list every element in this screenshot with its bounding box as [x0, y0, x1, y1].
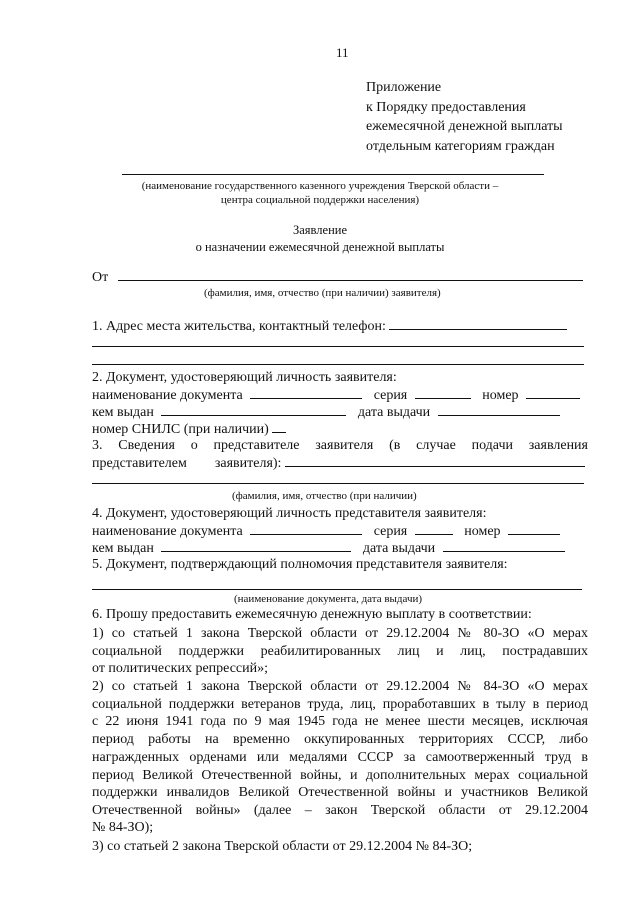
appendix-heading — [366, 78, 563, 156]
application-title-line-2: о назначении ежемесячной денежной выплаты — [195, 240, 445, 254]
from-label: От — [92, 270, 109, 285]
item4-issue-date-field[interactable] — [443, 539, 565, 552]
clause2-line-8: Отечественной войны» (далее – закон Тверской области от 29.12.2004 — [92, 803, 588, 818]
appendix-line-2: к Порядку предоставления — [366, 99, 526, 115]
item2-series-label: серия — [373, 388, 408, 403]
item1-address-row — [92, 317, 587, 335]
institution-name-field[interactable] — [122, 174, 544, 175]
item2-doc-row — [92, 386, 587, 404]
appendix-line-4: отдельным категориям граждан — [366, 138, 555, 154]
item2-doc-name-field[interactable] — [250, 386, 362, 399]
clause1-line-3: от политических репрессий»; — [92, 661, 269, 676]
representative-line-2[interactable] — [92, 483, 584, 484]
applicant-name-field[interactable] — [118, 268, 583, 281]
item3-line-2: представителем заявителя): — [92, 456, 282, 471]
item4-series-field[interactable] — [415, 522, 453, 535]
item4-number-label: номер — [464, 524, 501, 539]
item4-series-label: серия — [373, 524, 408, 539]
appendix-line-3: ежемесячной денежной выплаты — [366, 119, 563, 134]
item2-series-field[interactable] — [415, 386, 471, 399]
item1-label: 1. Адрес места жительства, контактный телефон: — [92, 319, 386, 334]
item4-number-field[interactable] — [508, 522, 560, 535]
page-number: 11 — [336, 45, 349, 60]
address-line-2[interactable] — [92, 346, 584, 347]
item2-snils-row — [92, 420, 587, 438]
clause2-line-4: период работы на временно оккупированных территориях СССР, либо — [92, 732, 588, 747]
clause2-line-1: 2) со статьей 1 закона Тверской области от 29.12.2004 № 84-ЗО «О мерах — [92, 679, 588, 694]
clause2-line-7: поддержки инвалидов Великой Отечественной войны и участников Великой — [92, 785, 588, 800]
institution-caption-line-1: (наименование государственного казенного учреждения Тверской области – — [141, 180, 499, 192]
item2-issued-by-field[interactable] — [161, 403, 346, 416]
representative-caption: (фамилия, имя, отчество (при наличии) — [232, 490, 417, 502]
item2-snils-label: номер СНИЛС (при наличии) — [92, 422, 269, 437]
application-title — [0, 222, 640, 256]
address-line-3[interactable] — [92, 364, 584, 365]
clause1-line-2: социальной поддержки реабилитированных лиц и лиц, пострадавших — [92, 644, 588, 659]
item4-issued-by-field[interactable] — [161, 539, 351, 552]
address-phone-field[interactable] — [389, 317, 567, 330]
clause2-line-5: награжденных орденами или медалями СССР за самоотверженный труд в — [92, 750, 588, 765]
item2-issued-row — [92, 403, 587, 421]
item2-issued-by-label: кем выдан — [92, 405, 154, 420]
item2-doc-name-label: наименование документа — [92, 388, 243, 403]
item4-doc-row — [92, 522, 587, 540]
clause2-line-6: период Великой Отечественной войны, и дополнительных мерах социальной — [92, 768, 588, 783]
item2-number-label: номер — [482, 388, 519, 403]
item2-snils-field[interactable] — [272, 420, 286, 433]
clause3-line-1: 3) со статьей 2 закона Тверской области от 29.12.2004 № 84-ЗО; — [92, 839, 473, 854]
item2-issue-date-field[interactable] — [438, 403, 560, 416]
application-title-line-1: Заявление — [292, 223, 347, 237]
item6-heading: 6. Прошу предоставить ежемесячную денежную выплату в соответствии: — [92, 607, 532, 622]
item4-issued-by-label: кем выдан — [92, 541, 154, 556]
item3-line-2-row — [92, 454, 587, 472]
item5-heading: 5. Документ, подтверждающий полномочия представителя заявителя: — [92, 557, 508, 572]
applicant-name-caption: (фамилия, имя, отчество (при наличии) заявителя) — [204, 287, 441, 299]
item2-number-field[interactable] — [526, 386, 580, 399]
item4-doc-name-label: наименование документа — [92, 524, 243, 539]
authority-document-caption: (наименование документа, дата выдачи) — [234, 593, 423, 605]
authority-document-field[interactable] — [92, 589, 582, 590]
clause2-line-9: № 84-ЗО); — [92, 820, 154, 835]
item2-issue-date-label: дата выдачи — [357, 405, 431, 420]
item4-doc-name-field[interactable] — [250, 522, 362, 535]
item2-heading: 2. Документ, удостоверяющий личность заявителя: — [92, 370, 397, 385]
item4-issue-date-label: дата выдачи — [362, 541, 436, 556]
from-row — [92, 268, 587, 286]
item4-issued-row — [92, 539, 587, 557]
clause1-line-1: 1) со статьей 1 закона Тверской области от 29.12.2004 № 80-ЗО «О мерах — [92, 626, 588, 641]
appendix-line-1: Приложение — [366, 80, 442, 95]
item3-line-1: 3. Сведения о представителе заявителя (в случае подачи заявления — [92, 438, 588, 453]
item4-heading: 4. Документ, удостоверяющий личность представителя заявителя: — [92, 506, 487, 521]
clause2-line-2: социальной поддержки ветеранов труда, лиц, проработавших в тылу в период — [92, 697, 588, 712]
representative-field[interactable] — [285, 454, 585, 467]
clause2-line-3: с 22 июня 1941 года по 9 мая 1945 года не менее шести месяцев, исключая — [92, 714, 588, 729]
institution-caption-line-2: центра социальной поддержки населения) — [220, 194, 420, 206]
